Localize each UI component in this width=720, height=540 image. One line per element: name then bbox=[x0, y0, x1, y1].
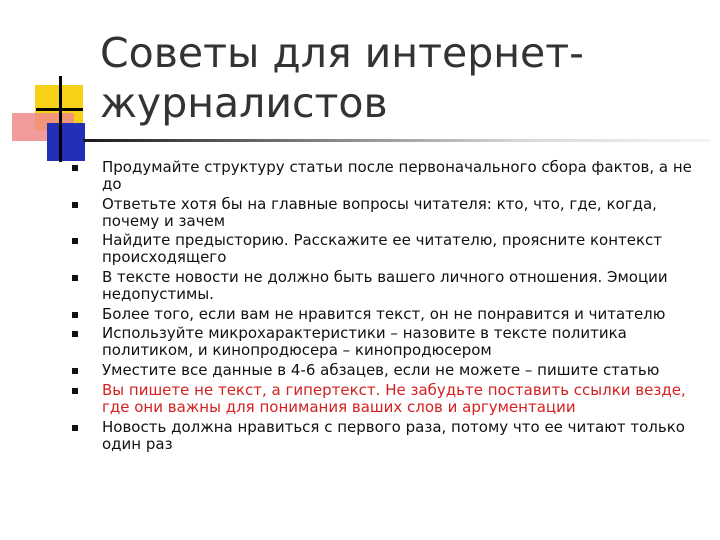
title-divider bbox=[83, 139, 711, 142]
bullet-icon bbox=[72, 368, 78, 374]
list-item bbox=[0, 269, 720, 303]
list-item bbox=[0, 196, 720, 230]
title-line-1: Советы для интернет- bbox=[100, 29, 584, 77]
bullet-icon bbox=[72, 238, 78, 244]
logo-horizontal-line bbox=[36, 108, 83, 111]
list-item bbox=[0, 159, 720, 193]
list-item bbox=[0, 325, 720, 359]
list-item-highlighted bbox=[0, 382, 720, 416]
tips-list bbox=[0, 159, 720, 455]
bullet-icon bbox=[72, 331, 78, 337]
list-item bbox=[0, 306, 720, 323]
list-item-text: Используйте микрохарактеристики – назовите в тексте политика политиком, и кинопродюсера – кинопродюсером bbox=[102, 324, 627, 360]
bullet-icon bbox=[72, 312, 78, 318]
list-item-text: Продумайте структуру статьи после первоначального сбора фактов, а не до bbox=[102, 158, 692, 193]
bullet-icon bbox=[72, 425, 78, 431]
bullet-icon bbox=[72, 275, 78, 281]
logo-blue-square bbox=[47, 123, 85, 161]
list-item bbox=[0, 419, 720, 453]
slide-title bbox=[100, 28, 700, 128]
list-item-text: Ответьте хотя бы на главные вопросы читателя: кто, что, где, когда, почему и зачем bbox=[102, 194, 657, 230]
bullet-icon bbox=[72, 388, 78, 394]
bullet-icon bbox=[72, 202, 78, 208]
list-item-text: Более того, если вам не нравится текст, он не понравится и читателю bbox=[102, 304, 666, 323]
list-item-text: Вы пишете не текст, а гипертекст. Не забудьте поставить ссылки везде, где они важны для понимания ваших слов и аргументации bbox=[102, 380, 686, 416]
bullet-icon bbox=[72, 165, 78, 171]
list-item-text: В тексте новости не должно быть вашего личного отношения. Эмоции недопустимы. bbox=[102, 268, 668, 304]
list-item-text: Найдите предысторию. Расскажите ее читателю, проясните контекст происходящего bbox=[102, 231, 663, 267]
list-item bbox=[0, 362, 720, 379]
logo-vertical-line bbox=[59, 76, 62, 162]
title-line-2: журналистов bbox=[100, 79, 388, 127]
list-item-text: Новость должна нравиться с первого раза, потому что ее читают только один раз bbox=[102, 417, 685, 453]
list-item-text: Уместите все данные в 4-6 абзацев, если не можете – пишите статью bbox=[102, 361, 660, 380]
list-item bbox=[0, 232, 720, 266]
